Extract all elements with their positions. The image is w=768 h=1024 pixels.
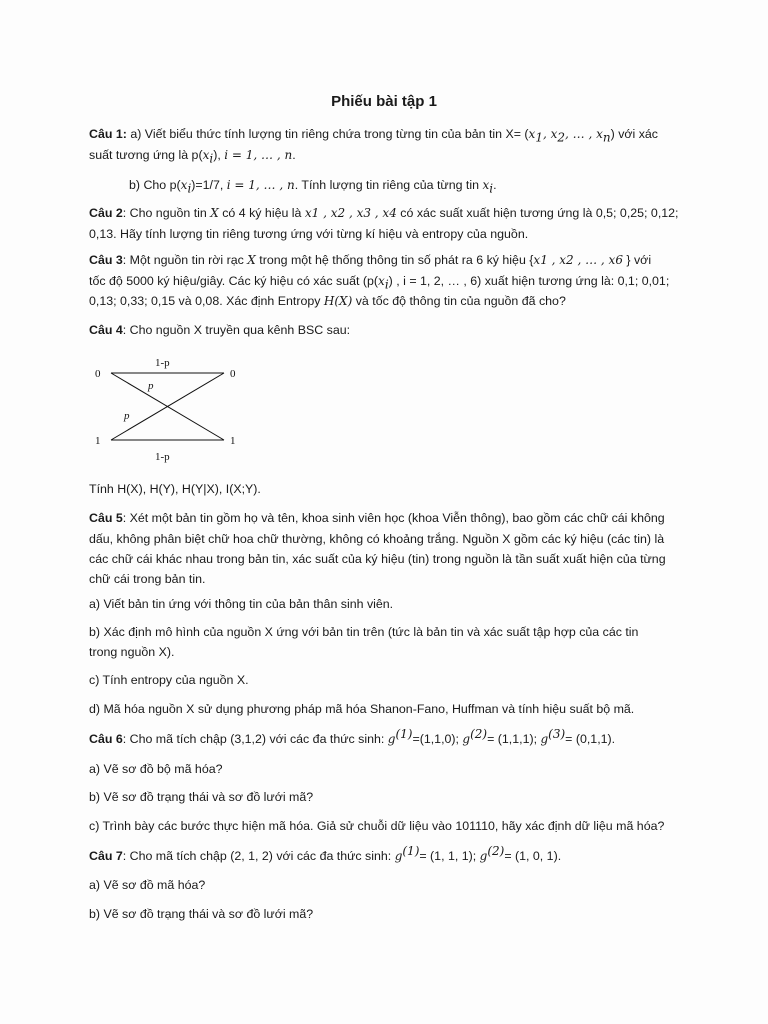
- q3-label: Câu 3: [89, 253, 123, 267]
- q4-line-1: [89, 320, 689, 341]
- q6-g2-sup: (2): [470, 726, 488, 741]
- q6-label: Câu 6: [89, 732, 123, 746]
- q3-symbols: x1 , x2 , … , x6: [533, 253, 623, 267]
- q1-line-2: suất tương ứng là $p(x_i)$, i = 1, … , n.: [89, 148, 296, 166]
- bsc-output-0: 0: [230, 368, 236, 380]
- q3-line-3: [89, 291, 689, 312]
- q1-xn-sub: n: [602, 130, 611, 145]
- q1b-xi: x: [180, 178, 188, 192]
- q6-v3: = (0,1,1).: [565, 732, 616, 746]
- q6-line-1: [89, 726, 689, 750]
- q7-text: : Cho mã tích chập (2, 1, 2) với các đa thức sinh:: [122, 849, 395, 863]
- q5-line-1: [89, 508, 689, 529]
- q3-X: X: [247, 253, 256, 267]
- bsc-channel-diagram: [89, 352, 249, 464]
- q5-part-c: c) Tính entropy của nguồn X.: [89, 673, 249, 687]
- q3-xi: x: [378, 274, 385, 288]
- q6-g2: g: [462, 732, 471, 746]
- q1b-xi-sub-2: i: [489, 181, 494, 196]
- q3-hx: H(X): [323, 294, 353, 308]
- q3-line-2: [89, 271, 689, 292]
- bsc-cross-label-1: p: [148, 380, 154, 392]
- q3-text-g: và tốc độ thông tin của nguồn đã cho?: [352, 294, 566, 308]
- q5-line-4: chữ cái trong bản tin.: [89, 572, 206, 586]
- q6-part-c: c) Trình bày các bước thực hiện mã hóa. Giả sử chuỗi dữ liệu vào 101110, hãy xác định dữ liệu mã hóa?: [89, 819, 665, 833]
- q1-xn: x: [596, 127, 603, 141]
- q2-text-b: có 4 ký hiệu là: [218, 206, 305, 220]
- q6-text: : Cho mã tích chập (3,1,2) với các đa thức sinh:: [122, 732, 388, 746]
- q1b-irange: i = 1, … , n: [226, 178, 295, 192]
- q1-irange: i = 1, … , n: [224, 148, 293, 162]
- q7-v2: = (1, 0, 1).: [504, 849, 562, 863]
- q1b-text-d: .: [493, 178, 497, 192]
- q1-x2: x: [550, 127, 558, 141]
- q3-text-f: 0,13; 0,33; 0,15 và 0,08. Xác định Entropy: [89, 294, 324, 308]
- q7-part-b: b) Vẽ sơ đồ trạng thái và sơ đồ lưới mã?: [89, 907, 314, 921]
- q2-symbols: x1 , x2 , x3 , x4: [304, 206, 397, 220]
- q7-label: Câu 7: [89, 849, 123, 863]
- q7-g2-sup: (2): [487, 843, 505, 858]
- q5-line-3: các chữ cái khác nhau trong bản tin, xác suất của ký hiệu (tin) trong nguồn là tần suất xuất hiện của từng: [89, 552, 666, 566]
- q3-text-a: : Một nguồn tin rời rạc: [122, 253, 248, 267]
- q1-dots: , … ,: [565, 127, 597, 141]
- q6-v2: = (1,1,1);: [487, 732, 541, 746]
- q1b-xi-2: x: [482, 178, 490, 192]
- q1-x2-sub: 2: [557, 130, 566, 145]
- q5-label: Câu 5: [89, 511, 123, 525]
- bsc-output-1: 1: [230, 435, 236, 447]
- q1-line-1: Câu 1: a) Viết biểu thức tính lượng tin riêng chứa trong từng tin của bản tin $X= (x_1$, $x_2$, … , $x_n$) với xác: [89, 127, 658, 145]
- q3-text-d: tốc độ 5000 ký hiệu/giây. Các ký hiệu có xác suất (p(: [89, 274, 379, 288]
- q1b-xi-sub: i: [187, 181, 192, 196]
- q7-g2: g: [479, 849, 488, 863]
- q6-part-a: a) Vẽ sơ đồ bộ mã hóa?: [89, 762, 223, 776]
- q7-line-1: [89, 843, 689, 867]
- q6-g1: g: [387, 732, 396, 746]
- bsc-cross-label-2: p: [124, 410, 130, 422]
- q6-g3-sup: (3): [548, 726, 566, 741]
- q6-part-b: b) Vẽ sơ đồ trạng thái và sơ đồ lưới mã?: [89, 790, 314, 804]
- q1b-text-b: )=1/7,: [191, 178, 227, 192]
- q4-text: : Cho nguồn X truyền qua kênh BSC sau:: [122, 323, 351, 337]
- q2-line-2: 0,13. Hãy tính lượng tin riêng tương ứng với từng kí hiệu và entropy của nguồn.: [89, 227, 529, 241]
- q5-part-b-line-2: trong nguồn X).: [89, 645, 175, 659]
- q5-part-b-line-1: b) Xác định mô hình của nguồn X ứng với bản tin trên (tức là bản tin và xác suất tập hợp của các tin: [89, 625, 639, 639]
- q1-text-b: ) với xác: [610, 127, 658, 141]
- q5-part-a: a) Viết bản tin ứng với thông tin của bản thân sinh viên.: [89, 597, 394, 611]
- bsc-input-0: 0: [95, 368, 101, 380]
- q3-text-b: trong một hệ thống thông tin số phát ra 6 ký hiệu {: [255, 253, 534, 267]
- q1-xi: x: [202, 148, 210, 162]
- q1-x1-sub: 1: [535, 130, 543, 145]
- page-title: Phiếu bài tập 1: [331, 93, 437, 110]
- q7-g1-sup: (1): [402, 843, 420, 858]
- q7-g1: g: [394, 849, 403, 863]
- q1-label: Câu 1:: [89, 127, 127, 141]
- q1b-text-a: b) Cho p(: [129, 178, 181, 192]
- q4-label: Câu 4: [89, 323, 123, 337]
- q1-xi-sub: i: [209, 151, 214, 166]
- q6-v1: =(1,1,0);: [412, 732, 463, 746]
- q5-line-2: dấu, không phân biệt chữ hoa chữ thường, không có khoảng trắng. Nguồn X gồm các ký hiệu (các tin) là: [89, 532, 665, 546]
- q3-line-1: [89, 250, 689, 271]
- q1b-text-c: . Tính lượng tin riêng của từng tin: [294, 178, 483, 192]
- q2-text-a: : Cho nguồn tin: [122, 206, 211, 220]
- q7-part-a: a) Vẽ sơ đồ mã hóa?: [89, 878, 206, 892]
- q2-text-c: có xác suất xuất hiện tương ứng là 0,5; 0,25; 0,12;: [396, 206, 679, 220]
- q4-compute: Tính H(X), H(Y), H(Y|X), I(X;Y).: [89, 482, 261, 496]
- q3-xi-sub: i: [384, 277, 389, 292]
- q1-x1: x: [528, 127, 536, 141]
- q2-X: X: [210, 206, 219, 220]
- q1-text-c: suất tương ứng là p(: [89, 148, 203, 162]
- q5-text-1: : Xét một bản tin gồm họ và tên, khoa sinh viên học (khoa Viễn thông), bao gồm các chữ cái không: [122, 511, 665, 525]
- q7-v1: = (1, 1, 1);: [419, 849, 480, 863]
- q1-text-d: ),: [213, 148, 225, 162]
- q2-line-1: [89, 203, 689, 224]
- q1-text-a: a) Viết biểu thức tính lượng tin riêng chứa trong từng tin của bản tin X= (: [126, 127, 529, 141]
- q6-g3: g: [540, 732, 549, 746]
- q1-line-b: [129, 175, 729, 196]
- bsc-top-label: 1-p: [155, 357, 170, 369]
- q5-part-d: d) Mã hóa nguồn X sử dụng phương pháp mã hóa Shanon-Fano, Huffman và tính hiệu suất bộ mã.: [89, 702, 635, 716]
- q3-text-c: } với: [622, 253, 652, 267]
- bsc-bottom-label: 1-p: [155, 451, 170, 463]
- q6-g1-sup: (1): [395, 726, 413, 741]
- q2-label: Câu 2: [89, 206, 123, 220]
- bsc-input-1: 1: [95, 435, 101, 447]
- q3-text-e: ) , i = 1, 2, … , 6) xuất hiện tương ứng là: 0,1; 0,01;: [388, 274, 670, 288]
